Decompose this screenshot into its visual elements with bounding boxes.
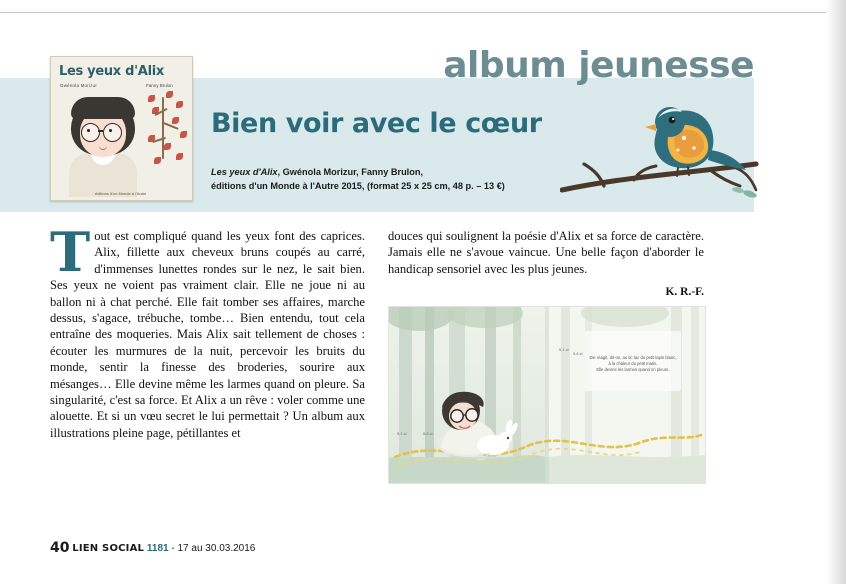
svg-text:à la chaleur du petit matin.: à la chaleur du petit matin. — [608, 361, 658, 366]
cover-publisher-text: éditions d'un Monde à l'Autre — [95, 191, 147, 196]
svg-text:Elle devine les larmes quand o: Elle devine les larmes quand on pleure. — [596, 367, 670, 372]
book-spread-photo — [388, 306, 706, 484]
cover-glasses-right-lens — [103, 123, 122, 142]
page-footer — [50, 540, 255, 556]
article-dropcap: T — [50, 220, 91, 284]
bird-beak-icon — [645, 124, 656, 131]
page-edge-shadow — [826, 0, 846, 584]
book-cover-image — [50, 56, 193, 201]
author-initials: K. R.-F. — [665, 286, 704, 298]
article-left-text: out est compliqué quand les yeux font des caprices. Alix, fillette aux cheveux bruns coupés au carré, d'immenses lunettes rondes sur le nez, le sait bien. Ses yeux ne voient pas vraiment clair. Elle ne joue ni au ballon ni à chat perché. Elle fait tomber ses affaires, marche dessus, s'agace, trébuche, tombe… Bien entendu, tout cela entraîne des moqueries. Mais Alix sait tellement de choses : écouter les murmures de la nuit, percevoir les bruits du monde, sentir la finesse des broderies, sourire aux mésanges… Elle devine même les larmes quand on pleure. Sa singularité, c'est sa force. Et Alix a un rêve : voler comme une alouette. Et si un vœu secret le lui permettait ? Un album aux illustrations pleine page, pétillantes et — [50, 229, 365, 440]
article-column-left — [50, 220, 365, 441]
girl-glasses-left-icon — [451, 410, 463, 422]
article-column-right — [388, 228, 704, 277]
reference-book-title: Les yeux d'Alix — [211, 167, 278, 177]
spread-illustration-svg — [389, 307, 705, 483]
cover-author-right: Fanny Brulon — [146, 83, 173, 88]
girl-glasses-right-icon — [466, 409, 478, 421]
top-divider-rule — [0, 12, 826, 13]
section-rubric: album jeunesse — [443, 45, 754, 86]
book-reference-block — [211, 166, 571, 193]
bird-svg — [560, 98, 760, 218]
cover-author-left: Gwénola Morizur — [60, 83, 98, 88]
cover-foliage-decoration — [146, 91, 193, 171]
cover-title-text: Les yeux d'Alix — [59, 64, 164, 79]
footer-magazine-name: LIEN SOCIAL — [72, 543, 145, 554]
bird-illustration — [560, 98, 760, 218]
cover-glasses-left-lens — [81, 123, 100, 142]
footer-issue-number: 1181 — [146, 543, 169, 554]
svg-text:Die réagit, dit-on, au tic tac: Die réagit, dit-on, au tic tac du petit lapin blanc, — [589, 355, 677, 360]
article-right-text: douces qui soulignent la poésie d'Alix et sa force de caractère. Jamais elle ne s'avoue vaincue. Une belle façon d'aborder le handicap sensoriel avec les plus jeunes. — [388, 229, 704, 276]
svg-text:5.1 ci: 5.1 ci — [397, 431, 407, 436]
footer-page-number: 40 — [50, 540, 70, 556]
article-headline: Bien voir avec le cœur — [211, 108, 542, 139]
cover-character-fringe — [71, 97, 135, 119]
reference-publication-details: éditions d'un Monde à l'Autre 2015, (format 25 x 25 cm, 48 p. – 13 €) — [211, 180, 505, 191]
svg-text:5.6 ci: 5.6 ci — [423, 431, 433, 436]
footer-dates: - 17 au 30.03.2016 — [168, 543, 256, 554]
cover-glasses-bridge — [98, 130, 103, 132]
reference-authors: , Gwénola Morizur, Fanny Brulon, — [277, 167, 424, 177]
svg-text:5.6 ci: 5.6 ci — [573, 351, 583, 356]
svg-text:5.1 ci: 5.1 ci — [559, 347, 569, 352]
